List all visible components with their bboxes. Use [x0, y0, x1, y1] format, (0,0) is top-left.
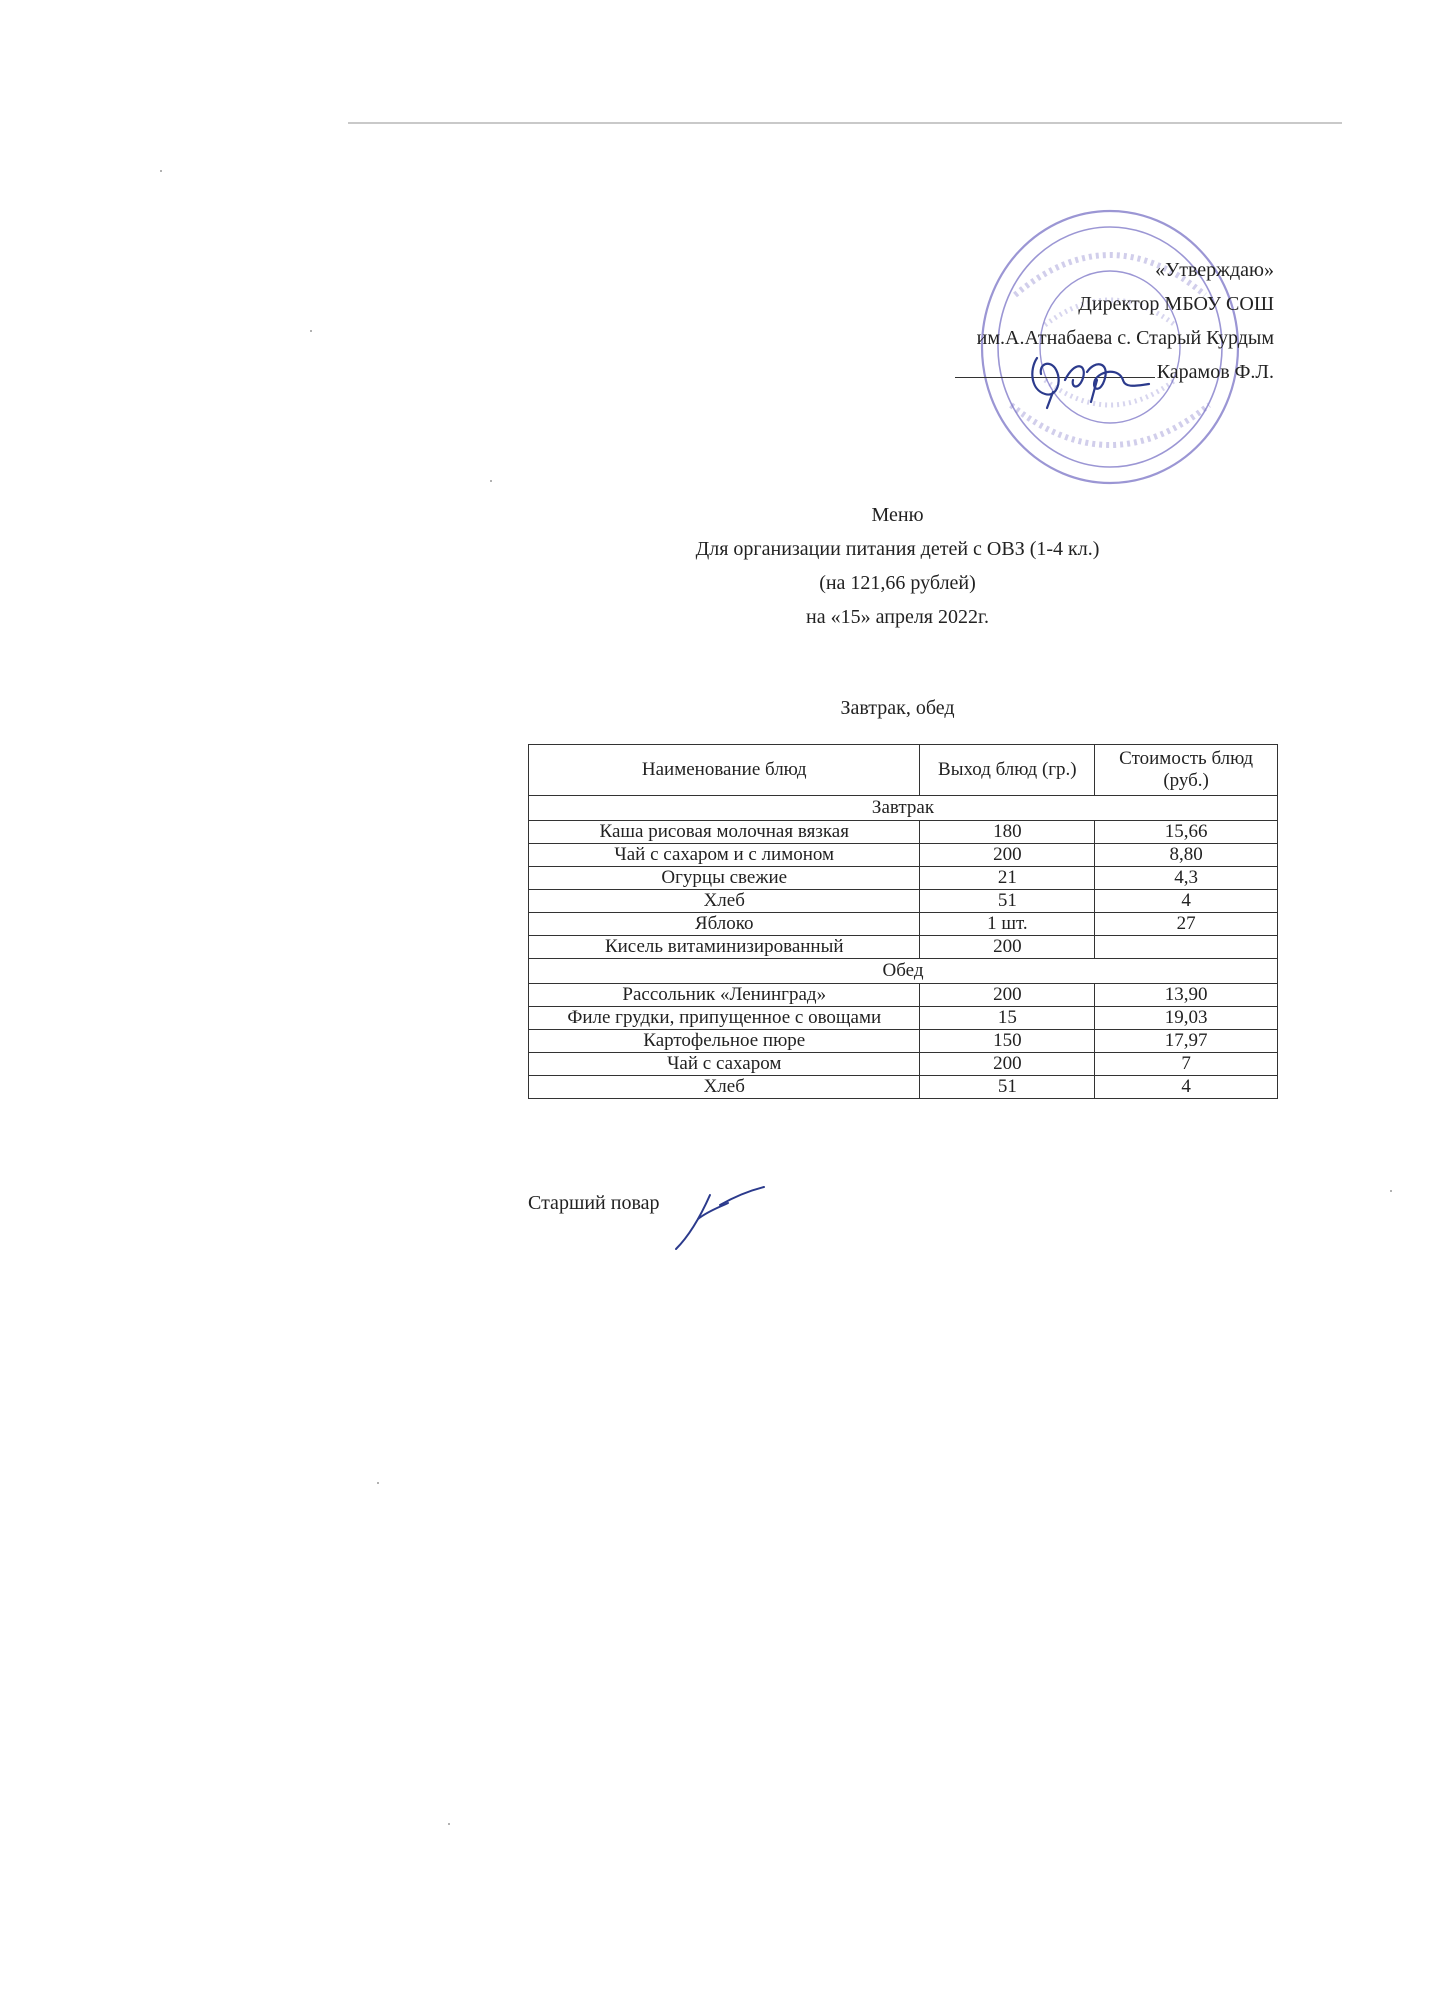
table-row	[529, 1053, 1278, 1076]
scan-speck	[160, 170, 162, 172]
approval-approve-text: «Утверждаю»	[1155, 259, 1274, 281]
dish-portion: 200	[920, 844, 1095, 867]
document-heading	[0, 498, 1454, 634]
dish-name: Чай с сахаром и с лимоном	[529, 844, 920, 867]
scan-speck	[1390, 1190, 1392, 1192]
section-title: Завтрак	[529, 796, 1278, 821]
table-row	[529, 821, 1278, 844]
table-row	[529, 936, 1278, 959]
dish-cost: 19,03	[1095, 1007, 1278, 1030]
table-row	[529, 890, 1278, 913]
dish-name: Филе грудки, припущенное с овощами	[529, 1007, 920, 1030]
table-row	[529, 1007, 1278, 1030]
dish-cost: 7	[1095, 1053, 1278, 1076]
menu-table	[528, 744, 1278, 1099]
dish-portion: 15	[920, 1007, 1095, 1030]
dish-portion: 200	[920, 984, 1095, 1007]
approval-name: Карамов Ф.Л.	[1156, 361, 1274, 383]
dish-name: Кисель витаминизированный	[529, 936, 920, 959]
dish-portion: 51	[920, 890, 1095, 913]
dish-portion: 51	[920, 1076, 1095, 1099]
dish-cost: 15,66	[1095, 821, 1278, 844]
dish-portion: 200	[920, 1053, 1095, 1076]
table-row	[529, 844, 1278, 867]
director-signature	[1025, 350, 1155, 410]
table-row	[529, 984, 1278, 1007]
table-row	[529, 1030, 1278, 1053]
table-row	[529, 1076, 1278, 1099]
document-date: на «15» апреля 2022г.	[806, 606, 989, 628]
scan-speck	[490, 480, 492, 482]
scan-top-rule	[348, 122, 1342, 124]
section-title: Обед	[529, 959, 1278, 984]
document-title: Меню	[871, 504, 924, 526]
dish-name: Хлеб	[529, 890, 920, 913]
approval-school: им.А.Атнабаева с. Старый Курдым	[976, 327, 1274, 349]
table-header-row	[529, 745, 1278, 796]
dish-name: Хлеб	[529, 1076, 920, 1099]
dish-cost: 4	[1095, 890, 1278, 913]
dish-portion: 1 шт.	[920, 913, 1095, 936]
cook-label: Старший повар	[528, 1192, 660, 1214]
dish-name: Яблоко	[529, 913, 920, 936]
dish-name: Каша рисовая молочная вязкая	[529, 821, 920, 844]
dish-name: Огурцы свежие	[529, 867, 920, 890]
table-row	[529, 867, 1278, 890]
dish-cost: 27	[1095, 913, 1278, 936]
dish-cost: 17,97	[1095, 1030, 1278, 1053]
table-caption: Завтрак, обед	[840, 697, 955, 719]
scan-speck	[377, 1482, 379, 1484]
dish-cost: 4	[1095, 1076, 1278, 1099]
section-row-breakfast	[529, 796, 1278, 821]
cook-signature	[668, 1183, 768, 1253]
header-dish-name: Наименование блюд	[529, 745, 920, 796]
scan-speck	[310, 330, 312, 332]
dish-name: Чай с сахаром	[529, 1053, 920, 1076]
approval-position: Директор МБОУ СОШ	[1078, 293, 1274, 315]
dish-name: Рассольник «Ленинград»	[529, 984, 920, 1007]
dish-cost: 8,80	[1095, 844, 1278, 867]
document-subtitle: Для организации питания детей с ОВЗ (1-4 кл.)	[695, 538, 1100, 560]
header-portion: Выход блюд (гр.)	[920, 745, 1095, 796]
dish-portion: 21	[920, 867, 1095, 890]
dish-cost: 13,90	[1095, 984, 1278, 1007]
table-row	[529, 913, 1278, 936]
header-cost: Стоимость блюд (руб.)	[1095, 745, 1278, 796]
section-row-lunch	[529, 959, 1278, 984]
dish-cost	[1095, 936, 1278, 959]
document-price: (на 121,66 рублей)	[819, 572, 976, 594]
dish-name: Картофельное пюре	[529, 1030, 920, 1053]
dish-portion: 150	[920, 1030, 1095, 1053]
scan-speck	[448, 1823, 450, 1825]
dish-portion: 200	[920, 936, 1095, 959]
dish-portion: 180	[920, 821, 1095, 844]
dish-cost: 4,3	[1095, 867, 1278, 890]
